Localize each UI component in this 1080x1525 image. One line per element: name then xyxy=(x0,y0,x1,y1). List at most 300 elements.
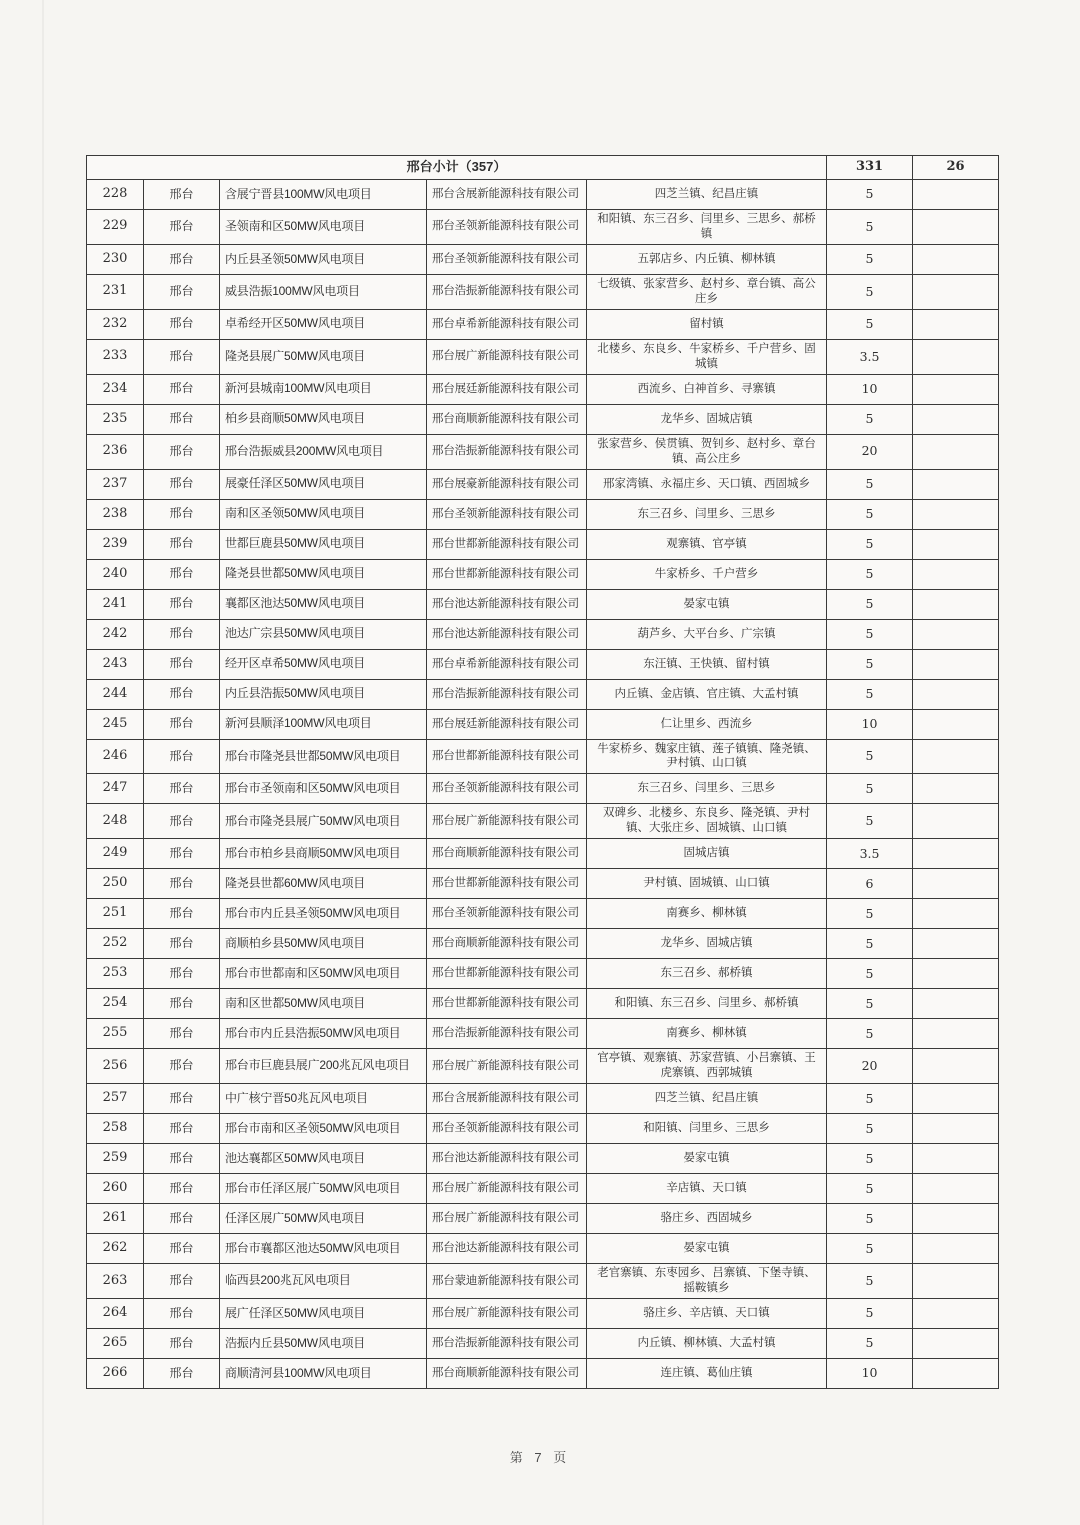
company-cell: 邢台世都新能源科技有限公司 xyxy=(427,989,587,1019)
project-name-cell: 任泽区展广50MW风电项目 xyxy=(220,1204,427,1234)
project-name-cell: 含展宁晋县100MW风电项目 xyxy=(220,180,427,210)
city-cell: 邢台 xyxy=(144,1264,220,1299)
city-cell: 邢台 xyxy=(144,619,220,649)
capacity-cell: 5 xyxy=(827,1084,913,1114)
city-cell: 邢台 xyxy=(144,499,220,529)
company-cell: 邢台商顺新能源科技有限公司 xyxy=(427,404,587,434)
empty-cell xyxy=(913,374,999,404)
project-name-cell: 邢台市隆尧县展广50MW风电项目 xyxy=(220,804,427,839)
city-cell: 邢台 xyxy=(144,774,220,804)
townships-cell: 牛家桥乡、魏家庄镇、莲子镇镇、隆尧镇、尹村镇、山口镇 xyxy=(587,739,827,774)
empty-cell xyxy=(913,1144,999,1174)
company-cell: 邢台含展新能源科技有限公司 xyxy=(427,1084,587,1114)
row-number-cell: 237 xyxy=(87,469,144,499)
capacity-cell: 5 xyxy=(827,180,913,210)
table-row xyxy=(87,709,999,739)
capacity-cell: 5 xyxy=(827,1174,913,1204)
project-name-cell: 内丘县圣领50MW风电项目 xyxy=(220,244,427,274)
city-cell: 邢台 xyxy=(144,469,220,499)
townships-cell: 和阳镇、东三召乡、闫里乡、三思乡、郝桥镇 xyxy=(587,210,827,245)
empty-cell xyxy=(913,899,999,929)
table-row xyxy=(87,1264,999,1299)
project-name-cell: 经开区卓希50MW风电项目 xyxy=(220,649,427,679)
project-name-cell: 邢台市任泽区展广50MW风电项目 xyxy=(220,1174,427,1204)
page-number-footer: 第 7 页 xyxy=(509,1450,571,1465)
project-name-cell: 柏乡县商顺50MW风电项目 xyxy=(220,404,427,434)
row-number-cell: 249 xyxy=(87,839,144,869)
capacity-cell: 5 xyxy=(827,774,913,804)
city-cell: 邢台 xyxy=(144,959,220,989)
company-cell: 邢台含展新能源科技有限公司 xyxy=(427,180,587,210)
project-name-cell: 商顺清河县100MW风电项目 xyxy=(220,1359,427,1389)
table-row xyxy=(87,559,999,589)
townships-cell: 四芝兰镇、纪昌庄镇 xyxy=(587,1084,827,1114)
project-name-cell: 邢台市隆尧县世都50MW风电项目 xyxy=(220,739,427,774)
townships-cell: 东三召乡、郝桥镇 xyxy=(587,959,827,989)
empty-cell xyxy=(913,929,999,959)
capacity-cell: 5 xyxy=(827,529,913,559)
city-cell: 邢台 xyxy=(144,929,220,959)
row-number-cell: 255 xyxy=(87,1019,144,1049)
townships-cell: 邢家湾镇、永福庄乡、天口镇、西固城乡 xyxy=(587,469,827,499)
capacity-cell: 5 xyxy=(827,499,913,529)
project-name-cell: 邢台市巨鹿县展广200兆瓦风电项目 xyxy=(220,1049,427,1084)
company-cell: 邢台商顺新能源科技有限公司 xyxy=(427,929,587,959)
company-cell: 邢台商顺新能源科技有限公司 xyxy=(427,1359,587,1389)
city-cell: 邢台 xyxy=(144,210,220,245)
row-number-cell: 234 xyxy=(87,374,144,404)
townships-cell: 观寨镇、官亭镇 xyxy=(587,529,827,559)
townships-cell: 内丘镇、柳林镇、大孟村镇 xyxy=(587,1329,827,1359)
capacity-cell: 5 xyxy=(827,989,913,1019)
project-name-cell: 新河县城南100MW风电项目 xyxy=(220,374,427,404)
table-row xyxy=(87,529,999,559)
capacity-cell: 5 xyxy=(827,309,913,339)
empty-cell xyxy=(913,244,999,274)
capacity-cell: 5 xyxy=(827,210,913,245)
company-cell: 邢台展广新能源科技有限公司 xyxy=(427,1299,587,1329)
project-name-cell: 邢台市襄都区池达50MW风电项目 xyxy=(220,1234,427,1264)
company-cell: 邢台世都新能源科技有限公司 xyxy=(427,869,587,899)
row-number-cell: 253 xyxy=(87,959,144,989)
city-cell: 邢台 xyxy=(144,1329,220,1359)
company-cell: 邢台世都新能源科技有限公司 xyxy=(427,959,587,989)
wind-project-table xyxy=(86,155,999,1389)
city-cell: 邢台 xyxy=(144,1299,220,1329)
company-cell: 邢台展广新能源科技有限公司 xyxy=(427,1174,587,1204)
row-number-cell: 247 xyxy=(87,774,144,804)
capacity-cell: 3.5 xyxy=(827,339,913,374)
row-number-cell: 229 xyxy=(87,210,144,245)
table-row xyxy=(87,1049,999,1084)
townships-cell: 固城店镇 xyxy=(587,839,827,869)
capacity-cell: 5 xyxy=(827,959,913,989)
capacity-cell: 5 xyxy=(827,899,913,929)
row-number-cell: 244 xyxy=(87,679,144,709)
townships-cell: 双碑乡、北楼乡、东良乡、隆尧镇、尹村镇、大张庄乡、固城镇、山口镇 xyxy=(587,804,827,839)
project-name-cell: 邢台浩振威县200MW风电项目 xyxy=(220,434,427,469)
empty-cell xyxy=(913,1234,999,1264)
company-cell: 邢台圣领新能源科技有限公司 xyxy=(427,774,587,804)
capacity-cell: 5 xyxy=(827,589,913,619)
company-cell: 邢台圣领新能源科技有限公司 xyxy=(427,244,587,274)
empty-cell xyxy=(913,309,999,339)
company-cell: 邢台展广新能源科技有限公司 xyxy=(427,1049,587,1084)
capacity-cell: 3.5 xyxy=(827,839,913,869)
project-name-cell: 邢台市内丘县圣领50MW风电项目 xyxy=(220,899,427,929)
city-cell: 邢台 xyxy=(144,274,220,309)
city-cell: 邢台 xyxy=(144,589,220,619)
project-name-cell: 浩振内丘县50MW风电项目 xyxy=(220,1329,427,1359)
row-number-cell: 231 xyxy=(87,274,144,309)
city-cell: 邢台 xyxy=(144,989,220,1019)
townships-cell: 张家营乡、侯贯镇、贺钊乡、赵村乡、章台镇、高公庄乡 xyxy=(587,434,827,469)
company-cell: 邢台池达新能源科技有限公司 xyxy=(427,589,587,619)
townships-cell: 晏家屯镇 xyxy=(587,1144,827,1174)
empty-cell xyxy=(913,804,999,839)
capacity-cell: 5 xyxy=(827,619,913,649)
row-number-cell: 235 xyxy=(87,404,144,434)
capacity-cell: 20 xyxy=(827,1049,913,1084)
townships-cell: 晏家屯镇 xyxy=(587,589,827,619)
city-cell: 邢台 xyxy=(144,434,220,469)
scan-artifact-line xyxy=(42,0,44,1525)
project-name-cell: 卓希经开区50MW风电项目 xyxy=(220,309,427,339)
empty-cell xyxy=(913,274,999,309)
project-name-cell: 襄都区池达50MW风电项目 xyxy=(220,589,427,619)
empty-cell xyxy=(913,709,999,739)
company-cell: 邢台圣领新能源科技有限公司 xyxy=(427,899,587,929)
city-cell: 邢台 xyxy=(144,679,220,709)
table-row xyxy=(87,180,999,210)
table-row xyxy=(87,929,999,959)
row-number-cell: 265 xyxy=(87,1329,144,1359)
city-cell: 邢台 xyxy=(144,839,220,869)
capacity-cell: 5 xyxy=(827,649,913,679)
row-number-cell: 245 xyxy=(87,709,144,739)
company-cell: 邢台展豪新能源科技有限公司 xyxy=(427,469,587,499)
city-cell: 邢台 xyxy=(144,1204,220,1234)
city-cell: 邢台 xyxy=(144,1144,220,1174)
townships-cell: 东三召乡、闫里乡、三思乡 xyxy=(587,774,827,804)
row-number-cell: 239 xyxy=(87,529,144,559)
city-cell: 邢台 xyxy=(144,1114,220,1144)
company-cell: 邢台展广新能源科技有限公司 xyxy=(427,339,587,374)
table-row xyxy=(87,899,999,929)
townships-cell: 老官寨镇、东枣园乡、吕寨镇、下堡寺镇、摇鞍镇乡 xyxy=(587,1264,827,1299)
project-name-cell: 池达广宗县50MW风电项目 xyxy=(220,619,427,649)
empty-cell xyxy=(913,559,999,589)
company-cell: 邢台浩振新能源科技有限公司 xyxy=(427,274,587,309)
company-cell: 邢台池达新能源科技有限公司 xyxy=(427,1144,587,1174)
empty-cell xyxy=(913,180,999,210)
capacity-cell: 10 xyxy=(827,709,913,739)
project-name-cell: 池达襄都区50MW风电项目 xyxy=(220,1144,427,1174)
capacity-cell: 5 xyxy=(827,1264,913,1299)
project-name-cell: 南和区世都50MW风电项目 xyxy=(220,989,427,1019)
company-cell: 邢台浩振新能源科技有限公司 xyxy=(427,1329,587,1359)
row-number-cell: 254 xyxy=(87,989,144,1019)
row-number-cell: 261 xyxy=(87,1204,144,1234)
company-cell: 邢台浩振新能源科技有限公司 xyxy=(427,679,587,709)
townships-cell: 四芝兰镇、纪昌庄镇 xyxy=(587,180,827,210)
table-row xyxy=(87,374,999,404)
row-number-cell: 230 xyxy=(87,244,144,274)
company-cell: 邢台展廷新能源科技有限公司 xyxy=(427,709,587,739)
row-number-cell: 248 xyxy=(87,804,144,839)
empty-cell xyxy=(913,469,999,499)
company-cell: 邢台世都新能源科技有限公司 xyxy=(427,529,587,559)
company-cell: 邢台圣领新能源科技有限公司 xyxy=(427,210,587,245)
capacity-cell: 5 xyxy=(827,1114,913,1144)
project-name-cell: 展广任泽区50MW风电项目 xyxy=(220,1299,427,1329)
townships-cell: 尹村镇、固城镇、山口镇 xyxy=(587,869,827,899)
city-cell: 邢台 xyxy=(144,1174,220,1204)
city-cell: 邢台 xyxy=(144,529,220,559)
empty-cell xyxy=(913,434,999,469)
table-row xyxy=(87,434,999,469)
empty-cell xyxy=(913,1204,999,1234)
empty-cell xyxy=(913,989,999,1019)
empty-cell xyxy=(913,869,999,899)
table-row xyxy=(87,1144,999,1174)
townships-cell: 和阳镇、闫里乡、三思乡 xyxy=(587,1114,827,1144)
table-row xyxy=(87,1299,999,1329)
row-number-cell: 257 xyxy=(87,1084,144,1114)
table-row xyxy=(87,619,999,649)
capacity-cell: 6 xyxy=(827,869,913,899)
capacity-cell: 5 xyxy=(827,1204,913,1234)
capacity-cell: 5 xyxy=(827,244,913,274)
table-row xyxy=(87,274,999,309)
townships-cell: 五郭店乡、内丘镇、柳林镇 xyxy=(587,244,827,274)
capacity-cell: 5 xyxy=(827,679,913,709)
table-row xyxy=(87,804,999,839)
empty-cell xyxy=(913,619,999,649)
city-cell: 邢台 xyxy=(144,804,220,839)
townships-cell: 东汪镇、王快镇、留村镇 xyxy=(587,649,827,679)
capacity-cell: 10 xyxy=(827,374,913,404)
townships-cell: 东三召乡、闫里乡、三思乡 xyxy=(587,499,827,529)
capacity-cell: 5 xyxy=(827,1329,913,1359)
townships-cell: 南赛乡、柳林镇 xyxy=(587,1019,827,1049)
row-number-cell: 264 xyxy=(87,1299,144,1329)
row-number-cell: 238 xyxy=(87,499,144,529)
empty-cell xyxy=(913,499,999,529)
capacity-cell: 5 xyxy=(827,274,913,309)
townships-cell: 辛店镇、天口镇 xyxy=(587,1174,827,1204)
table-row xyxy=(87,244,999,274)
empty-cell xyxy=(913,529,999,559)
townships-cell: 官亭镇、观寨镇、苏家营镇、小吕寨镇、王虎寨镇、西郭城镇 xyxy=(587,1049,827,1084)
row-number-cell: 241 xyxy=(87,589,144,619)
capacity-cell: 5 xyxy=(827,1234,913,1264)
table-row xyxy=(87,309,999,339)
city-cell: 邢台 xyxy=(144,244,220,274)
table-row xyxy=(87,739,999,774)
townships-cell: 葫芦乡、大平台乡、广宗镇 xyxy=(587,619,827,649)
townships-cell: 牛家桥乡、千户营乡 xyxy=(587,559,827,589)
empty-cell xyxy=(913,1049,999,1084)
empty-cell xyxy=(913,839,999,869)
row-number-cell: 236 xyxy=(87,434,144,469)
company-cell: 邢台浩振新能源科技有限公司 xyxy=(427,1019,587,1049)
city-cell: 邢台 xyxy=(144,649,220,679)
empty-cell xyxy=(913,1174,999,1204)
empty-cell xyxy=(913,339,999,374)
capacity-cell: 5 xyxy=(827,739,913,774)
row-number-cell: 246 xyxy=(87,739,144,774)
capacity-cell: 5 xyxy=(827,929,913,959)
table-row xyxy=(87,989,999,1019)
empty-cell xyxy=(913,1359,999,1389)
table-row xyxy=(87,1329,999,1359)
townships-cell: 连庄镇、葛仙庄镇 xyxy=(587,1359,827,1389)
company-cell: 邢台浩振新能源科技有限公司 xyxy=(427,434,587,469)
city-cell: 邢台 xyxy=(144,404,220,434)
empty-cell xyxy=(913,1114,999,1144)
empty-cell xyxy=(913,774,999,804)
project-name-cell: 内丘县浩振50MW风电项目 xyxy=(220,679,427,709)
row-number-cell: 243 xyxy=(87,649,144,679)
capacity-cell: 5 xyxy=(827,404,913,434)
empty-cell xyxy=(913,1019,999,1049)
capacity-cell: 5 xyxy=(827,804,913,839)
table-row xyxy=(87,469,999,499)
empty-cell xyxy=(913,589,999,619)
table-row xyxy=(87,649,999,679)
project-name-cell: 中广核宁晋50兆瓦风电项目 xyxy=(220,1084,427,1114)
project-name-cell: 邢台市南和区圣领50MW风电项目 xyxy=(220,1114,427,1144)
company-cell: 邢台池达新能源科技有限公司 xyxy=(427,619,587,649)
townships-cell: 西流乡、白神首乡、寻寨镇 xyxy=(587,374,827,404)
row-number-cell: 263 xyxy=(87,1264,144,1299)
subtotal-approved-value: 331 xyxy=(827,156,913,180)
city-cell: 邢台 xyxy=(144,309,220,339)
empty-cell xyxy=(913,739,999,774)
project-name-cell: 世都巨鹿县50MW风电项目 xyxy=(220,529,427,559)
townships-cell: 龙华乡、固城店镇 xyxy=(587,929,827,959)
empty-cell xyxy=(913,1299,999,1329)
empty-cell xyxy=(913,1329,999,1359)
empty-cell xyxy=(913,679,999,709)
table-row xyxy=(87,1019,999,1049)
city-cell: 邢台 xyxy=(144,899,220,929)
townships-cell: 北楼乡、东良乡、牛家桥乡、千户营乡、固城镇 xyxy=(587,339,827,374)
row-number-cell: 240 xyxy=(87,559,144,589)
company-cell: 邢台蒙迪新能源科技有限公司 xyxy=(427,1264,587,1299)
city-cell: 邢台 xyxy=(144,1234,220,1264)
row-number-cell: 252 xyxy=(87,929,144,959)
capacity-cell: 5 xyxy=(827,469,913,499)
project-name-cell: 展豪任泽区50MW风电项目 xyxy=(220,469,427,499)
project-name-cell: 邢台市柏乡县商顺50MW风电项目 xyxy=(220,839,427,869)
project-name-cell: 隆尧县世都50MW风电项目 xyxy=(220,559,427,589)
table-row xyxy=(87,679,999,709)
empty-cell xyxy=(913,959,999,989)
city-cell: 邢台 xyxy=(144,709,220,739)
company-cell: 邢台商顺新能源科技有限公司 xyxy=(427,839,587,869)
table-row xyxy=(87,774,999,804)
empty-cell xyxy=(913,649,999,679)
table-row xyxy=(87,339,999,374)
row-number-cell: 242 xyxy=(87,619,144,649)
project-name-cell: 威县浩振100MW风电项目 xyxy=(220,274,427,309)
row-number-cell: 232 xyxy=(87,309,144,339)
project-name-cell: 邢台市圣领南和区50MW风电项目 xyxy=(220,774,427,804)
city-cell: 邢台 xyxy=(144,180,220,210)
project-name-cell: 邢台市世都南和区50MW风电项目 xyxy=(220,959,427,989)
city-cell: 邢台 xyxy=(144,339,220,374)
city-cell: 邢台 xyxy=(144,1084,220,1114)
townships-cell: 南赛乡、柳林镇 xyxy=(587,899,827,929)
empty-cell xyxy=(913,210,999,245)
project-name-cell: 邢台市内丘县浩振50MW风电项目 xyxy=(220,1019,427,1049)
project-name-cell: 隆尧县展广50MW风电项目 xyxy=(220,339,427,374)
row-number-cell: 259 xyxy=(87,1144,144,1174)
company-cell: 邢台圣领新能源科技有限公司 xyxy=(427,1114,587,1144)
city-cell: 邢台 xyxy=(144,559,220,589)
row-number-cell: 260 xyxy=(87,1174,144,1204)
townships-cell: 晏家屯镇 xyxy=(587,1234,827,1264)
city-cell: 邢台 xyxy=(144,1359,220,1389)
empty-cell xyxy=(913,1084,999,1114)
table-row xyxy=(87,1359,999,1389)
company-cell: 邢台池达新能源科技有限公司 xyxy=(427,1234,587,1264)
table-row xyxy=(87,499,999,529)
city-cell: 邢台 xyxy=(144,374,220,404)
table-row xyxy=(87,869,999,899)
table-row xyxy=(87,210,999,245)
row-number-cell: 250 xyxy=(87,869,144,899)
company-cell: 邢台卓希新能源科技有限公司 xyxy=(427,649,587,679)
company-cell: 邢台世都新能源科技有限公司 xyxy=(427,559,587,589)
capacity-cell: 10 xyxy=(827,1359,913,1389)
project-name-cell: 临西县200兆瓦风电项目 xyxy=(220,1264,427,1299)
row-number-cell: 266 xyxy=(87,1359,144,1389)
townships-cell: 仁让里乡、西流乡 xyxy=(587,709,827,739)
subtotal-remaining-value: 26 xyxy=(913,156,999,180)
empty-cell xyxy=(913,1264,999,1299)
project-name-cell: 新河县顺泽100MW风电项目 xyxy=(220,709,427,739)
project-name-cell: 南和区圣领50MW风电项目 xyxy=(220,499,427,529)
row-number-cell: 233 xyxy=(87,339,144,374)
table-row xyxy=(87,1204,999,1234)
table-row xyxy=(87,1234,999,1264)
empty-cell xyxy=(913,404,999,434)
company-cell: 邢台展廷新能源科技有限公司 xyxy=(427,374,587,404)
city-cell: 邢台 xyxy=(144,739,220,774)
table-body xyxy=(87,156,999,1389)
row-number-cell: 262 xyxy=(87,1234,144,1264)
project-name-cell: 隆尧县世都60MW风电项目 xyxy=(220,869,427,899)
townships-cell: 内丘镇、金店镇、官庄镇、大孟村镇 xyxy=(587,679,827,709)
row-number-cell: 258 xyxy=(87,1114,144,1144)
subtotal-label: 邢台小计（357） xyxy=(87,156,827,180)
row-number-cell: 251 xyxy=(87,899,144,929)
row-number-cell: 256 xyxy=(87,1049,144,1084)
capacity-cell: 5 xyxy=(827,1299,913,1329)
company-cell: 邢台世都新能源科技有限公司 xyxy=(427,739,587,774)
table-row xyxy=(87,404,999,434)
townships-cell: 龙华乡、固城店镇 xyxy=(587,404,827,434)
townships-cell: 骆庄乡、西固城乡 xyxy=(587,1204,827,1234)
subtotal-row xyxy=(87,156,999,180)
capacity-cell: 5 xyxy=(827,1144,913,1174)
table-row xyxy=(87,959,999,989)
townships-cell: 和阳镇、东三召乡、闫里乡、郝桥镇 xyxy=(587,989,827,1019)
city-cell: 邢台 xyxy=(144,1019,220,1049)
